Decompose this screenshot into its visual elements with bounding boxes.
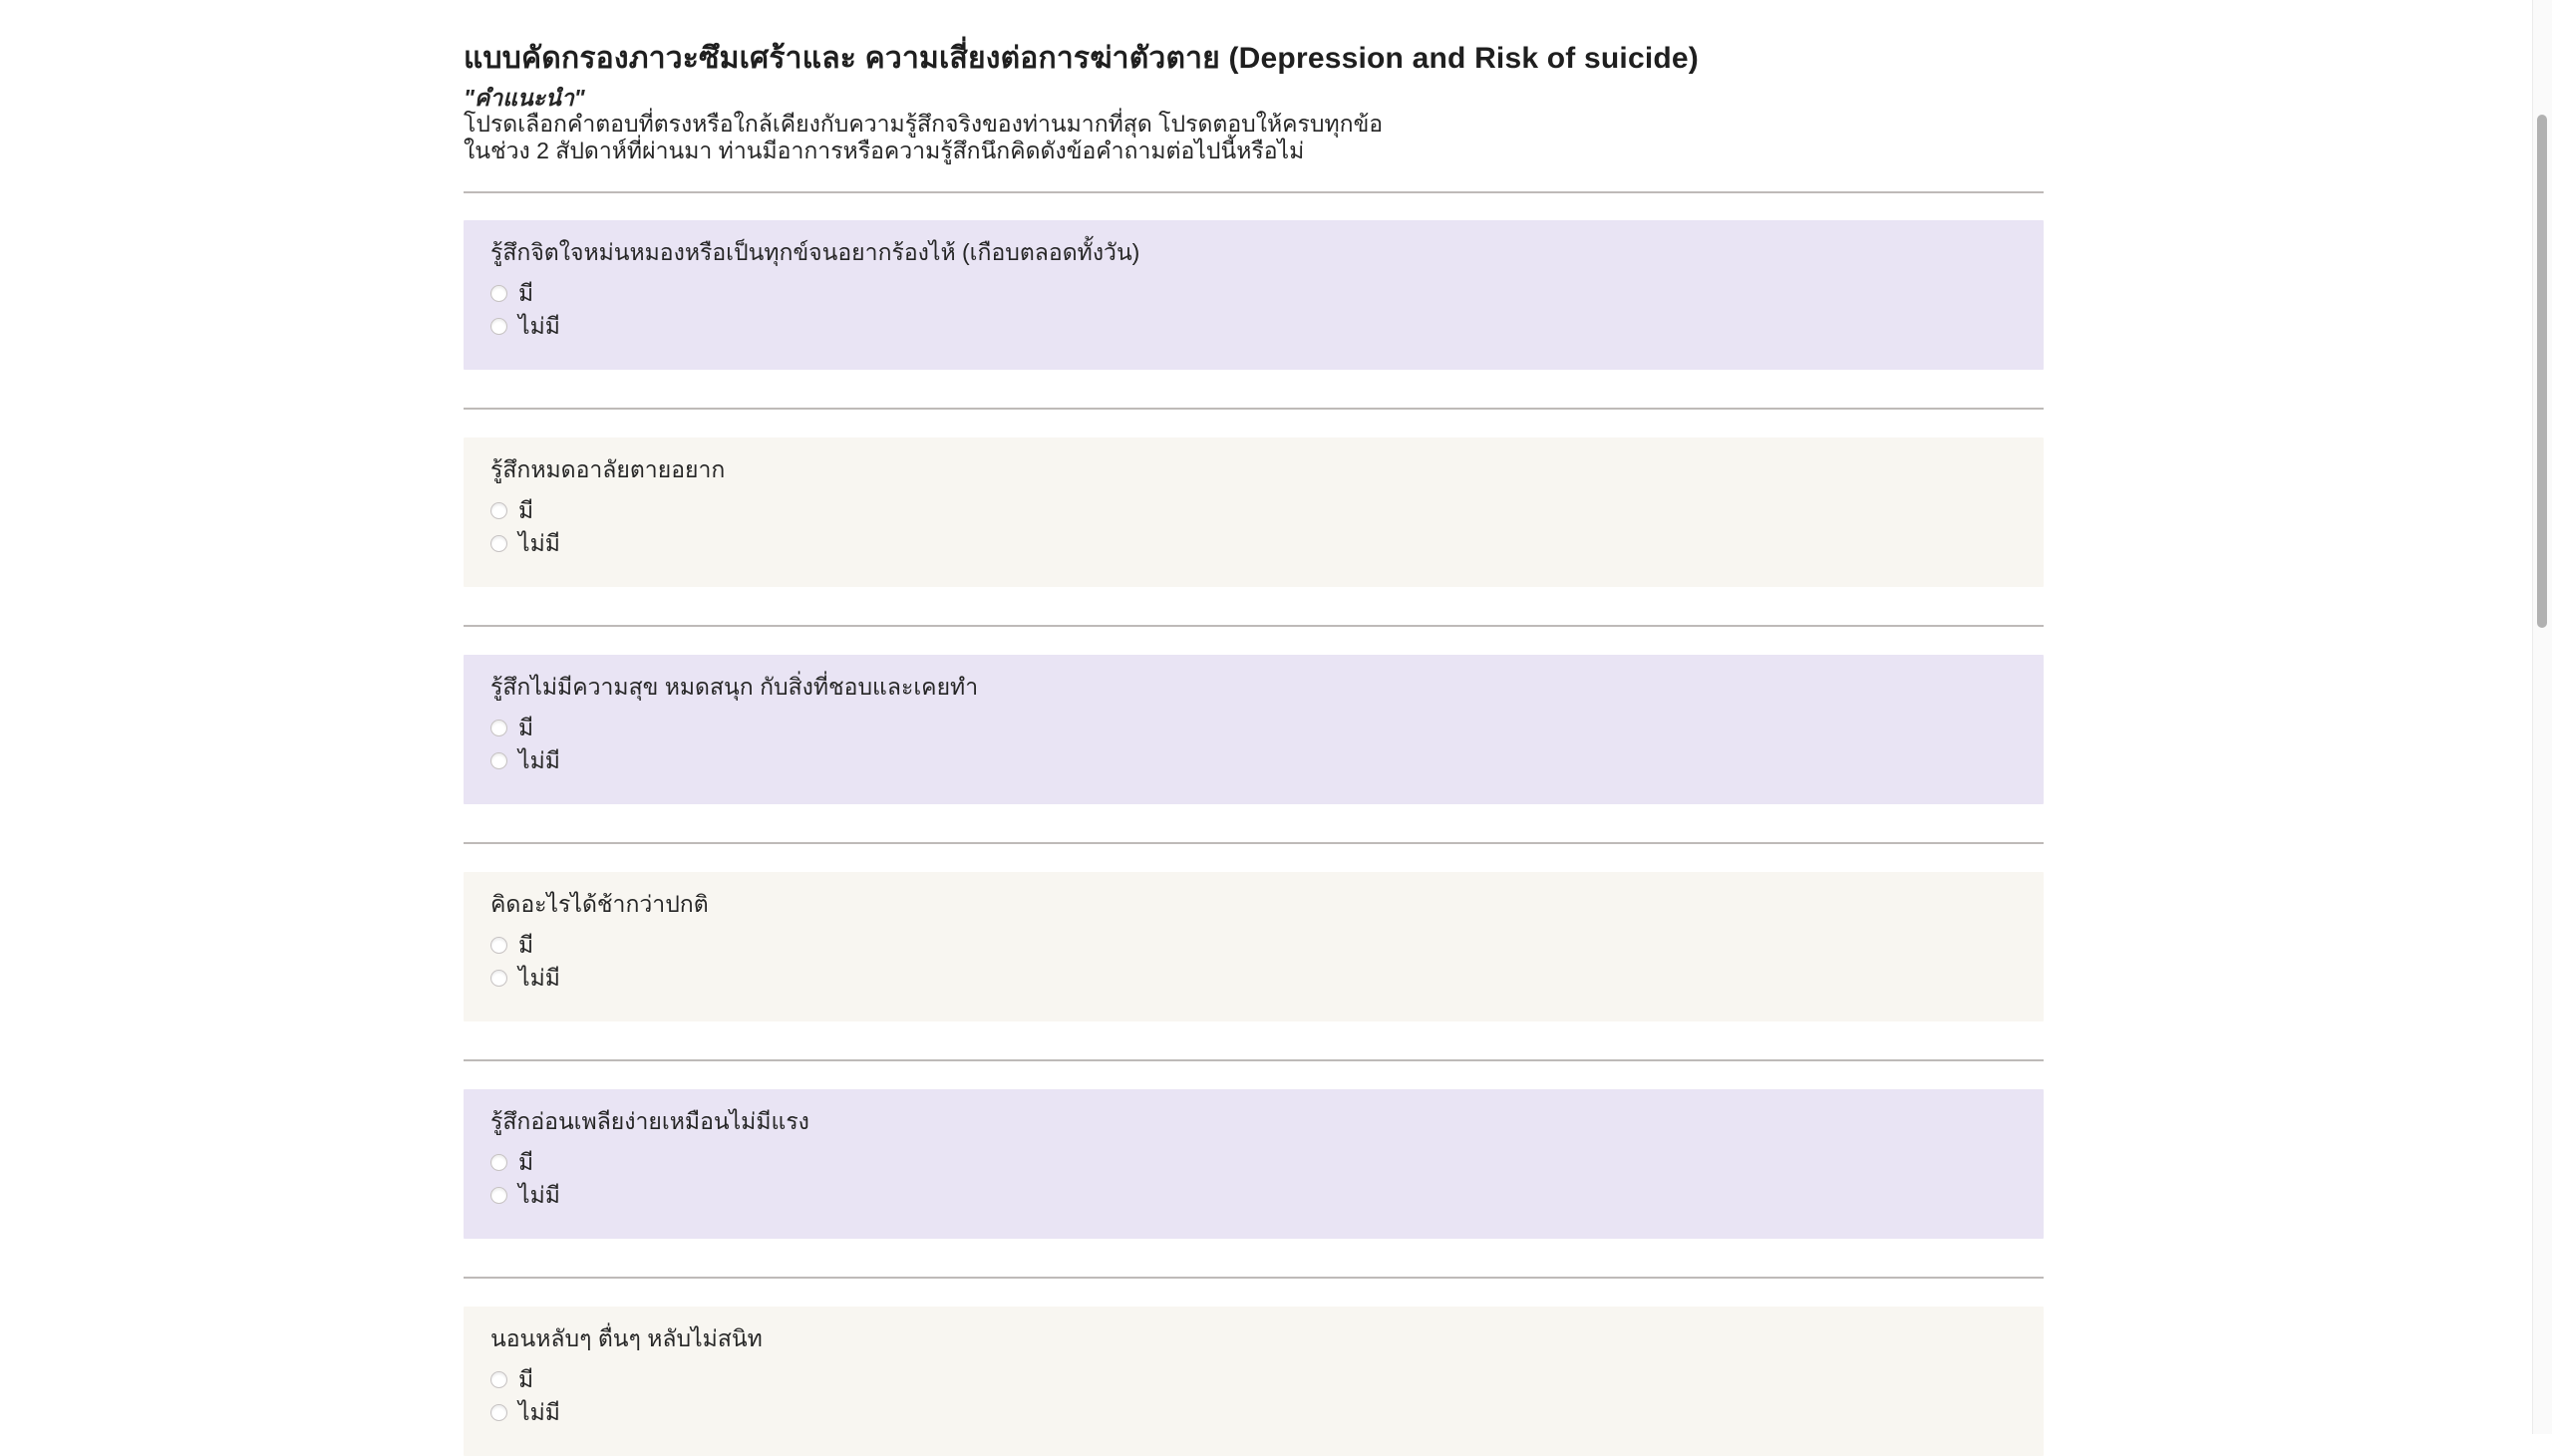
section-divider (464, 408, 2044, 410)
section-divider (464, 842, 2044, 844)
radio-option-row[interactable] (490, 527, 560, 560)
radio-button[interactable] (490, 535, 507, 552)
radio-button[interactable] (490, 937, 507, 954)
radio-option-row[interactable] (490, 929, 533, 962)
radio-label: มี (518, 931, 534, 958)
radio-option-row[interactable] (490, 1363, 533, 1396)
question-card (464, 872, 2044, 1021)
radio-option-row[interactable] (490, 1146, 533, 1179)
question-card (464, 437, 2044, 587)
radio-option-row[interactable] (490, 1179, 560, 1212)
scrollbar-thumb[interactable] (2537, 115, 2547, 628)
form-instruction-line-2: ในช่วง 2 สัปดาห์ที่ผ่านมา ท่านมีอาการหรือความรู้สึกนึกคิดดังข้อคำถามต่อไปนี้หรือไม่ (464, 138, 1305, 163)
radio-label: ไม่มี (518, 964, 560, 991)
question-text: รู้สึกจิตใจหม่นหมองหรือเป็นทุกข์จนอยากร้องไห้ (เกือบตลอดทั้งวัน) (490, 239, 1140, 265)
question-list (464, 220, 2044, 1456)
radio-option-row[interactable] (490, 712, 533, 744)
option-group (490, 1363, 2024, 1429)
radio-option-row[interactable] (490, 310, 560, 343)
section-divider (464, 625, 2044, 627)
radio-label: มี (518, 1365, 534, 1392)
section-divider (464, 1277, 2044, 1279)
radio-label: ไม่มี (518, 312, 560, 339)
form-subtitle: "คำแนะนำ" (464, 85, 585, 111)
option-group (490, 277, 2024, 343)
question-text: รู้สึกไม่มีความสุข หมดสนุก กับสิ่งที่ชอบและเคยทำ (490, 674, 979, 700)
radio-option-row[interactable] (490, 962, 560, 995)
radio-button[interactable] (490, 285, 507, 302)
radio-button[interactable] (490, 1371, 507, 1388)
question-card (464, 655, 2044, 804)
radio-label: มี (518, 279, 534, 306)
question-text: รู้สึกอ่อนเพลียง่ายเหมือนไม่มีแรง (490, 1108, 809, 1134)
option-group (490, 494, 2024, 560)
option-group (490, 1146, 2024, 1212)
radio-option-row[interactable] (490, 1396, 560, 1429)
radio-button[interactable] (490, 318, 507, 335)
radio-label: ไม่มี (518, 746, 560, 773)
radio-button[interactable] (490, 752, 507, 769)
question-card (464, 1089, 2044, 1239)
question-text: รู้สึกหมดอาลัยตายอยาก (490, 456, 726, 482)
section-divider (464, 1059, 2044, 1061)
radio-option-row[interactable] (490, 744, 560, 777)
question-text: นอนหลับๆ ตื่นๆ หลับไม่สนิท (490, 1325, 763, 1351)
radio-label: ไม่มี (518, 1181, 560, 1208)
radio-button[interactable] (490, 1187, 507, 1204)
option-group (490, 929, 2024, 995)
radio-label: ไม่มี (518, 529, 560, 556)
radio-button[interactable] (490, 1404, 507, 1421)
form-content (464, 0, 2044, 1456)
radio-option-row[interactable] (490, 494, 533, 527)
form-instruction-line-1: โปรดเลือกคำตอบที่ตรงหรือใกล้เคียงกับความรู้สึกจริงของท่านมากที่สุด โปรดตอบให้ครบทุกข้อ (464, 111, 1384, 137)
radio-button[interactable] (490, 720, 507, 736)
question-text: คิดอะไรได้ช้ากว่าปกติ (490, 891, 709, 917)
radio-option-row[interactable] (490, 277, 533, 310)
radio-button[interactable] (490, 502, 507, 519)
header-divider (464, 191, 2044, 193)
option-group (490, 712, 2024, 777)
radio-label: มี (518, 1148, 534, 1175)
radio-button[interactable] (490, 970, 507, 987)
scrollbar-track[interactable] (2532, 0, 2552, 1434)
radio-label: มี (518, 714, 534, 740)
radio-label: มี (518, 496, 534, 523)
radio-label: ไม่มี (518, 1398, 560, 1425)
form-title: แบบคัดกรองภาวะซึมเศร้าและ ความเสี่ยงต่อการฆ่าตัวตาย (Depression and Risk of suicide) (464, 42, 1699, 75)
radio-button[interactable] (490, 1154, 507, 1171)
question-card (464, 220, 2044, 370)
